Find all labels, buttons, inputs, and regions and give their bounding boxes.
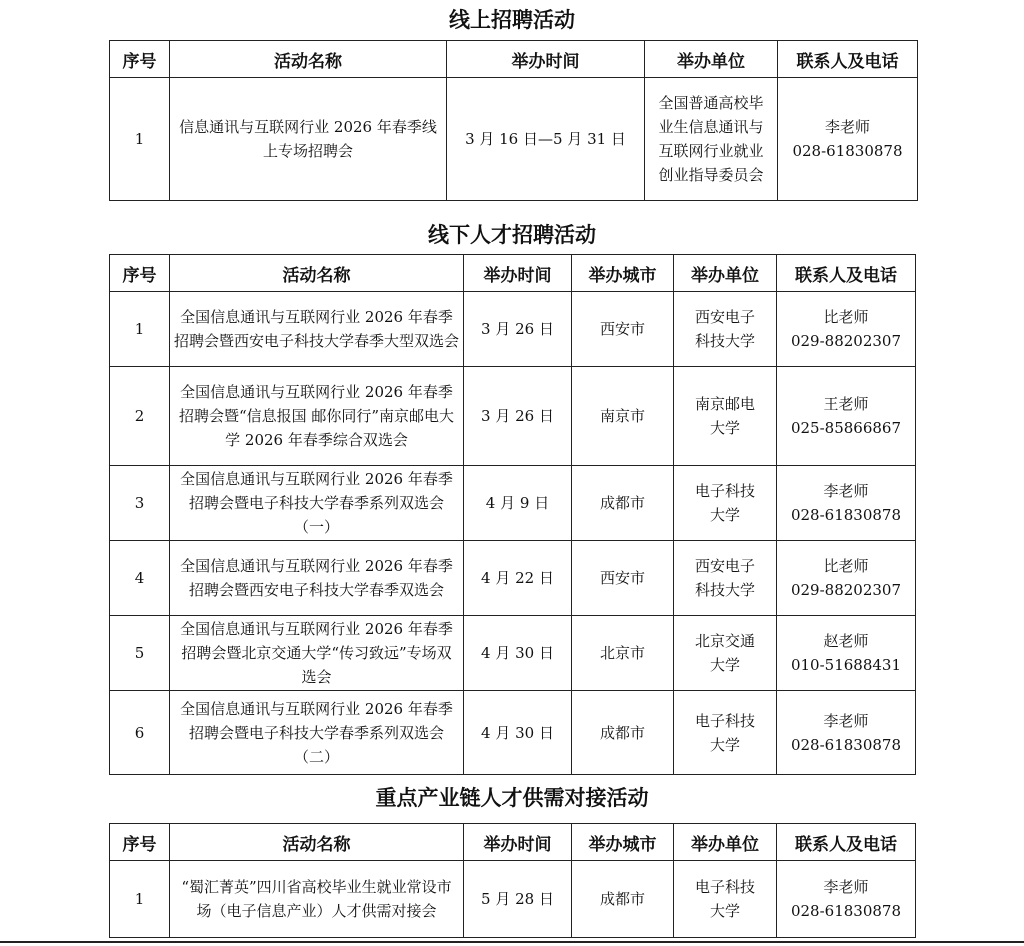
row-activity-name: “蜀汇菁英”四川省高校毕业生就业常设市场（电子信息产业）人才供需对接会: [170, 861, 464, 938]
row-time: 3 月 16 日—5 月 31 日: [447, 78, 645, 201]
table-header-row: [110, 41, 918, 78]
row-organizer: 南京邮电大学: [674, 367, 777, 466]
row-no: 5: [110, 616, 170, 691]
table-row: [110, 861, 916, 938]
contact-phone: 028-61830878: [790, 902, 902, 920]
industry-chain-table: [109, 823, 916, 938]
table-row: [110, 616, 916, 691]
table-row: [110, 691, 916, 775]
contact-name: 赵老师: [823, 632, 869, 650]
section-title-offline: 线下人才招聘活动: [428, 223, 596, 247]
page-bottom-rule: [0, 941, 1024, 943]
header-time: 举办时间: [447, 41, 645, 78]
row-activity-name: 全国信息通讯与互联网行业 2026 年春季招聘会暨西安电子科技大学春季大型双选会: [170, 292, 464, 367]
row-no: 1: [110, 292, 170, 367]
row-activity-name: 全国信息通讯与互联网行业 2026 年春季招聘会暨电子科技大学春季系列双选会（一）: [170, 466, 464, 541]
contact-name: 比老师: [823, 557, 869, 575]
row-organizer: 西安电子科技大学: [674, 292, 777, 367]
table-header-row: [110, 824, 916, 861]
table-row: [110, 78, 918, 201]
offline-recruitment-table: [109, 254, 916, 775]
header-organizer: 举办单位: [674, 824, 777, 861]
row-no: 3: [110, 466, 170, 541]
online-recruitment-table: [109, 40, 918, 201]
row-organizer: 北京交通大学: [674, 616, 777, 691]
row-contact: [777, 861, 916, 938]
row-organizer: 电子科技大学: [674, 691, 777, 775]
row-city: 南京市: [572, 367, 674, 466]
row-contact: [778, 78, 918, 201]
row-city: 成都市: [572, 466, 674, 541]
row-organizer: 电子科技大学: [674, 466, 777, 541]
row-city: 成都市: [572, 691, 674, 775]
contact-phone: 028-61830878: [790, 506, 902, 524]
header-organizer: 举办单位: [674, 255, 777, 292]
table-header-row: [110, 255, 916, 292]
row-contact: [777, 616, 916, 691]
section-title-online: 线上招聘活动: [449, 8, 575, 32]
header-time: 举办时间: [464, 255, 572, 292]
row-organizer: 全国普通高校毕业生信息通讯与互联网行业就业创业指导委员会: [645, 78, 778, 201]
row-time: 4 月 22 日: [464, 541, 572, 616]
row-activity-name: 全国信息通讯与互联网行业 2026 年春季招聘会暨电子科技大学春季系列双选会（二）: [170, 691, 464, 775]
contact-phone: 010-51688431: [790, 656, 902, 674]
row-city: 西安市: [572, 541, 674, 616]
header-no: 序号: [110, 255, 170, 292]
contact-phone: 029-88202307: [790, 332, 902, 350]
row-organizer: 电子科技大学: [674, 861, 777, 938]
row-time: 5 月 28 日: [464, 861, 572, 938]
row-contact: [777, 541, 916, 616]
row-activity-name: 全国信息通讯与互联网行业 2026 年春季招聘会暨北京交通大学“传习致远”专场双选会: [170, 616, 464, 691]
contact-phone: 028-61830878: [790, 735, 902, 754]
row-contact: [777, 367, 916, 466]
header-no: 序号: [110, 41, 170, 78]
header-no: 序号: [110, 824, 170, 861]
contact-name: 王老师: [823, 395, 869, 413]
row-time: 3 月 26 日: [464, 292, 572, 367]
row-no: 1: [110, 78, 170, 201]
contact-name: 李老师: [824, 118, 870, 136]
header-contact: 联系人及电话: [777, 255, 916, 292]
row-city: 西安市: [572, 292, 674, 367]
header-contact: 联系人及电话: [777, 824, 916, 861]
table-row: [110, 541, 916, 616]
row-activity-name: 全国信息通讯与互联网行业 2026 年春季招聘会暨西安电子科技大学春季双选会: [170, 541, 464, 616]
row-no: 1: [110, 861, 170, 938]
contact-name: 李老师: [823, 482, 869, 500]
table-row: [110, 292, 916, 367]
header-activity-name: 活动名称: [170, 824, 464, 861]
contact-name: 李老师: [823, 711, 869, 730]
contact-phone: 025-85866867: [790, 419, 902, 437]
header-activity-name: 活动名称: [170, 41, 447, 78]
row-contact: [777, 292, 916, 367]
table-row: [110, 367, 916, 466]
contact-phone: 029-88202307: [790, 581, 902, 599]
row-organizer: 西安电子科技大学: [674, 541, 777, 616]
header-activity-name: 活动名称: [170, 255, 464, 292]
contact-phone: 028-61830878: [792, 142, 903, 160]
header-contact: 联系人及电话: [778, 41, 918, 78]
contact-name: 李老师: [823, 878, 869, 896]
header-city: 举办城市: [572, 255, 674, 292]
row-time: 4 月 30 日: [464, 691, 572, 775]
row-no: 2: [110, 367, 170, 466]
section-title-industry-chain: 重点产业链人才供需对接活动: [375, 786, 649, 810]
row-time: 4 月 30 日: [464, 616, 572, 691]
header-time: 举办时间: [464, 824, 572, 861]
header-organizer: 举办单位: [645, 41, 778, 78]
row-time: 3 月 26 日: [464, 367, 572, 466]
row-activity-name: 信息通讯与互联网行业 2026 年春季线上专场招聘会: [170, 78, 447, 201]
row-no: 6: [110, 691, 170, 775]
row-contact: [777, 466, 916, 541]
row-city: 北京市: [572, 616, 674, 691]
row-contact: [777, 691, 916, 775]
row-city: 成都市: [572, 861, 674, 938]
table-row: [110, 466, 916, 541]
contact-name: 比老师: [823, 308, 869, 326]
row-no: 4: [110, 541, 170, 616]
header-city: 举办城市: [572, 824, 674, 861]
row-time: 4 月 9 日: [464, 466, 572, 541]
row-activity-name: 全国信息通讯与互联网行业 2026 年春季招聘会暨“信息报国 邮你同行”南京邮电大学 2026 年春季综合双选会: [170, 367, 464, 466]
